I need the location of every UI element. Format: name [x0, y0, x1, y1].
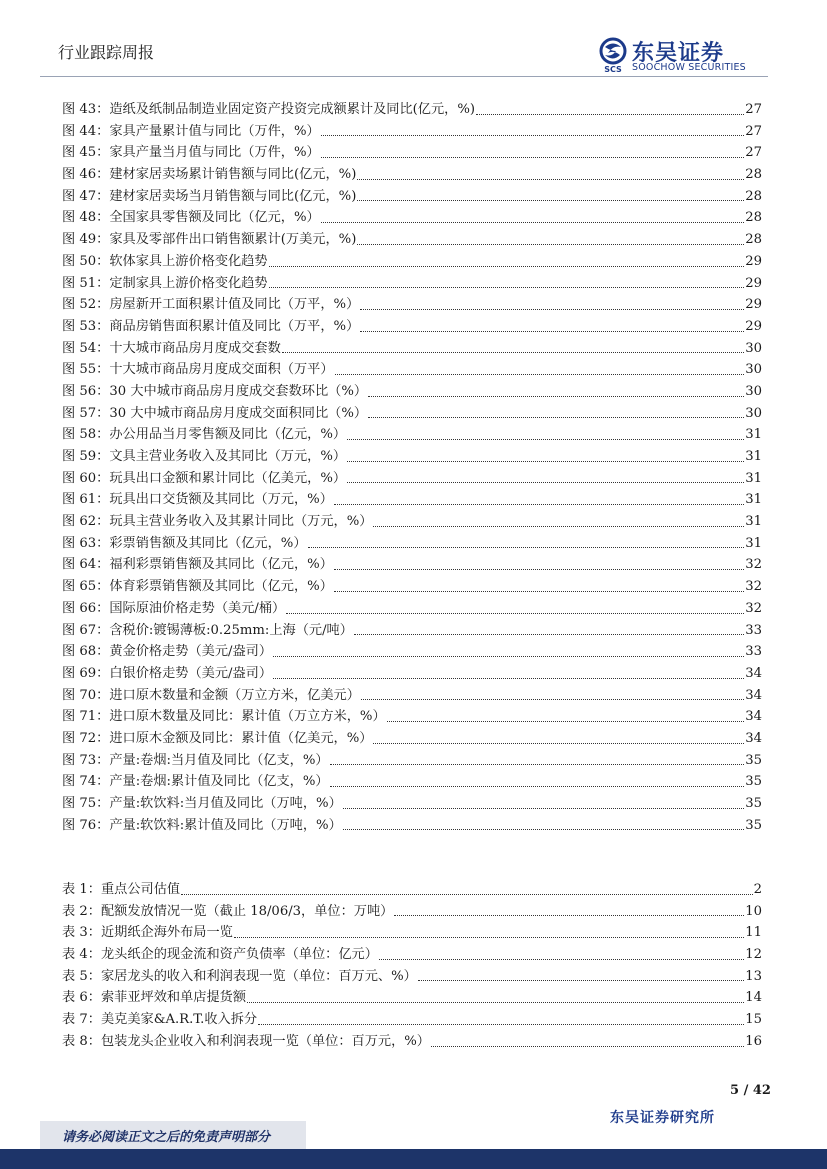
table-entry[interactable] [62, 987, 762, 1009]
disclaimer-text: 请务必阅读正文之后的免责声明部分 [62, 1130, 271, 1145]
figure-entry-label: 图 63：彩票销售额及其同比（亿元，%） [62, 535, 307, 551]
dot-leader [394, 915, 744, 916]
table-entry[interactable] [62, 1009, 762, 1031]
figure-entry-page: 31 [745, 470, 762, 486]
dot-leader [368, 417, 744, 418]
dot-leader [343, 829, 744, 830]
dot-leader [247, 1002, 744, 1003]
figure-entry-page: 34 [745, 665, 762, 681]
dot-leader [269, 266, 745, 267]
table-entry-label: 表 7：美克美家&A.R.T.收入拆分 [62, 1012, 258, 1028]
figure-entry-label: 图 61：玩具出口交货额及其同比（万元，%） [62, 492, 333, 508]
figure-entry[interactable] [62, 750, 762, 772]
dot-leader [361, 699, 744, 700]
figure-entry[interactable] [62, 121, 762, 143]
dot-leader [347, 461, 744, 462]
table-entry[interactable] [62, 922, 762, 944]
figure-entry-label: 图 49：家具及零部件出口销售额累计(万美元，%) [62, 232, 357, 248]
figure-entry-label: 图 45：家具产量当月值与同比（万件，%） [62, 145, 320, 161]
figure-entry-page: 30 [745, 405, 762, 421]
disclaimer-banner [40, 1121, 306, 1149]
figure-entry[interactable] [62, 251, 762, 273]
figure-entry-label: 图 68：黄金价格走势（美元/盎司） [62, 644, 273, 660]
logo-chinese: 东吴证券 [632, 41, 725, 66]
figure-entry[interactable] [62, 316, 762, 338]
figure-entry-page: 35 [745, 817, 762, 833]
figure-entry[interactable] [62, 468, 762, 490]
figure-entry-label: 图 54：十大城市商品房月度成交套数 [62, 340, 281, 356]
figure-entry-page: 34 [745, 709, 762, 725]
figure-entry-label: 图 59：文具主营业务收入及其同比（万元，%） [62, 449, 347, 464]
figure-entry-page: 29 [745, 253, 762, 269]
dot-leader [373, 526, 744, 527]
figure-entry-label: 图 50：软体家具上游价格变化趋势 [62, 253, 268, 269]
footer-organization: 东吴证券研究所 [610, 1110, 715, 1126]
figure-entry-label: 图 46：建材家居卖场累计销售额与同比(亿元，%) [62, 167, 357, 183]
figure-entry-page: 33 [745, 644, 762, 660]
figure-entry[interactable] [62, 728, 762, 750]
dot-leader [368, 396, 744, 397]
figure-entry[interactable] [62, 338, 762, 360]
dot-leader [234, 937, 744, 938]
figure-entry-page: 34 [745, 687, 762, 703]
table-entry-page: 16 [745, 1033, 762, 1049]
figure-entry-page: 31 [745, 427, 762, 443]
figure-entry-page: 30 [745, 362, 762, 378]
figure-entry-label: 图 47：建材家居卖场当月销售额与同比(亿元，%) [62, 188, 357, 204]
table-entry-label: 表 3：近期纸企海外布局一览 [62, 925, 233, 941]
figure-entry-page: 28 [745, 167, 762, 183]
figure-entry-page: 31 [745, 535, 762, 551]
figure-entry[interactable] [62, 771, 762, 793]
figure-entry-label: 图 75：产量:软饮料:当月值及同比（万吨，%） [62, 796, 342, 811]
figure-entry[interactable] [62, 489, 762, 511]
table-entry[interactable] [62, 1031, 762, 1053]
figure-entry[interactable] [62, 229, 762, 251]
figure-entry-label: 图 74：产量:卷烟:累计值及同比（亿支，%） [62, 774, 329, 790]
dot-leader [418, 980, 744, 981]
header-divider [40, 76, 768, 77]
figure-entry[interactable] [62, 294, 762, 316]
dot-leader [476, 114, 744, 115]
dot-leader [360, 309, 744, 310]
figure-entry[interactable] [62, 142, 762, 164]
figure-entry[interactable] [62, 663, 762, 685]
figure-entry-page: 34 [745, 730, 762, 746]
figure-entry-page: 30 [745, 383, 762, 399]
dot-leader [387, 721, 745, 722]
figure-entry[interactable] [62, 446, 762, 468]
figure-entry-label: 图 64：福利彩票销售额及其同比（亿元，%） [62, 557, 333, 573]
figure-entry-page: 29 [745, 297, 762, 313]
figure-entry-label: 图 65：体育彩票销售额及其同比（亿元，%） [62, 579, 333, 595]
figure-entry-page: 31 [745, 492, 762, 508]
header-title: 行业跟踪周报 [58, 43, 155, 62]
figure-entry-label: 图 52：房屋新开工面积累计值及同比（万平，%） [62, 297, 360, 313]
figure-entry[interactable] [62, 576, 762, 598]
figure-entry[interactable] [62, 424, 762, 446]
dot-leader [431, 1046, 744, 1047]
figure-entry-label: 图 72：进口原木金额及同比：累计值（亿美元，%） [62, 730, 373, 746]
dot-leader [334, 591, 744, 592]
figure-entry[interactable] [62, 207, 762, 229]
figure-entry[interactable] [62, 620, 762, 642]
figure-entry-label: 图 76：产量:软饮料:累计值及同比（万吨，%） [62, 817, 342, 833]
figure-entry-page: 28 [745, 210, 762, 226]
dot-leader [347, 482, 744, 483]
table-entry-page: 11 [745, 925, 762, 941]
figure-entry-page: 32 [745, 579, 762, 595]
figure-entry[interactable] [62, 685, 762, 707]
dot-leader [334, 569, 744, 570]
figure-entry-page: 27 [745, 145, 762, 161]
figure-entry[interactable] [62, 554, 762, 576]
company-logo [596, 36, 771, 76]
table-entry-page: 12 [745, 947, 762, 963]
figure-entry-label: 图 57：30 大中城市商品房月度成交面积同比（%） [62, 405, 368, 421]
table-entry-page: 2 [753, 882, 762, 897]
logo-mark-text: SCS [604, 65, 622, 74]
figure-entry[interactable] [62, 359, 762, 381]
table-entry-label: 表 2：配额发放情况一览（截止 18/06/3，单位：万吨） [62, 903, 394, 919]
table-entry-page: 10 [745, 903, 762, 919]
table-entry[interactable] [62, 901, 762, 923]
figure-entry-page: 35 [745, 796, 762, 811]
dot-leader [321, 157, 745, 158]
table-entry-page: 14 [745, 990, 762, 1006]
dot-leader [354, 634, 744, 635]
figure-entry-page: 28 [745, 188, 762, 204]
figure-entry-page: 32 [745, 600, 762, 616]
figure-entry-label: 图 70：进口原木数量和金额（万立方米，亿美元） [62, 687, 360, 703]
figure-list [62, 99, 762, 836]
table-entry-label: 表 4：龙头纸企的现金流和资产负债率（单位：亿元） [62, 947, 378, 963]
dot-leader [321, 222, 745, 223]
figure-entry[interactable] [62, 706, 762, 728]
figure-entry-page: 32 [745, 557, 762, 573]
dot-leader [282, 352, 744, 353]
figure-entry-label: 图 62：玩具主营业务收入及其累计同比（万元，%） [62, 514, 373, 530]
figure-entry-label: 图 66：国际原油价格走势（美元/桶） [62, 600, 286, 616]
figure-entry[interactable] [62, 641, 762, 663]
figure-entry[interactable] [62, 598, 762, 620]
figure-entry-page: 31 [745, 514, 762, 530]
figure-entry[interactable] [62, 381, 762, 403]
figure-entry[interactable] [62, 99, 762, 121]
figure-entry-page: 28 [745, 232, 762, 248]
dot-leader [330, 764, 745, 765]
logo-mark-icon [596, 36, 630, 74]
figure-entry-page: 35 [745, 774, 762, 790]
figure-entry-label: 图 53：商品房销售面积累计值及同比（万平，%） [62, 318, 360, 334]
figure-entry[interactable] [62, 164, 762, 186]
figure-entry[interactable] [62, 511, 762, 533]
table-entry[interactable] [62, 944, 762, 966]
figure-entry[interactable] [62, 403, 762, 425]
figure-entry-label: 图 48：全国家具零售额及同比（亿元，%） [62, 210, 320, 226]
figure-entry-page: 27 [745, 123, 762, 139]
figure-entry[interactable] [62, 793, 762, 815]
figure-entry[interactable] [62, 533, 762, 555]
dot-leader [334, 504, 744, 505]
table-entry-label: 表 6：索菲亚坪效和单店提货额 [62, 990, 247, 1006]
figure-entry-page: 27 [745, 102, 762, 117]
figure-entry[interactable] [62, 815, 762, 837]
dot-leader [286, 613, 744, 614]
dot-leader [258, 1024, 744, 1025]
figure-entry-label: 图 43：造纸及纸制品制造业固定资产投资完成额累计及同比(亿元，%) [62, 102, 476, 117]
table-entry-label: 表 5：家居龙头的收入和利润表现一览（单位：百万元、%） [62, 968, 417, 984]
dot-leader [330, 786, 745, 787]
figure-entry-label: 图 73：产量:卷烟:当月值及同比（亿支，%） [62, 752, 329, 768]
dot-leader [308, 547, 745, 548]
dot-leader [373, 743, 744, 744]
table-entry[interactable] [62, 966, 762, 988]
dot-leader [357, 179, 744, 180]
figure-entry-label: 图 44：家具产量累计值与同比（万件，%） [62, 123, 320, 139]
figure-entry[interactable] [62, 186, 762, 208]
figure-entry-page: 35 [745, 752, 762, 768]
page-number: 5 / 42 [730, 1083, 771, 1098]
dot-leader [343, 808, 744, 809]
dot-leader [269, 287, 745, 288]
table-entry-label: 表 1：重点公司估值 [62, 882, 181, 897]
dot-leader [347, 439, 744, 440]
figure-entry-label: 图 56：30 大中城市商品房月度成交套数环比（%） [62, 383, 368, 399]
figure-entry-page: 29 [745, 318, 762, 334]
table-list [62, 879, 762, 1053]
dot-leader [181, 894, 753, 895]
table-entry-page: 15 [745, 1012, 762, 1028]
dot-leader [357, 244, 744, 245]
figure-entry-page: 29 [745, 275, 762, 291]
table-entry-page: 13 [745, 968, 762, 984]
figure-entry-label: 图 67：含税价:镀锡薄板:0.25mm:上海（元/吨） [62, 622, 353, 638]
figure-entry-page: 30 [745, 340, 762, 356]
figure-entry-label: 图 58：办公用品当月零售额及同比（亿元，%） [62, 427, 347, 443]
table-entry-label: 表 8：包装龙头企业收入和利润表现一览（单位：百万元，%） [62, 1033, 430, 1049]
figure-entry-page: 33 [745, 622, 762, 638]
figure-entry-label: 图 71：进口原木数量及同比：累计值（万立方米，%） [62, 709, 386, 725]
footer-bar [0, 1149, 827, 1169]
dot-leader [357, 200, 744, 201]
figure-entry-label: 图 60：玩具出口金额和累计同比（亿美元，%） [62, 470, 347, 486]
dot-leader [379, 959, 744, 960]
dot-leader [273, 678, 744, 679]
logo-english: SOOCHOW SECURITIES [632, 62, 746, 73]
dot-leader [321, 135, 745, 136]
dot-leader [273, 656, 744, 657]
figure-entry-label: 图 69：白银价格走势（美元/盎司） [62, 665, 273, 681]
figure-entry[interactable] [62, 273, 762, 295]
dot-leader [335, 374, 745, 375]
figure-entry-page: 31 [745, 449, 762, 464]
dot-leader [360, 331, 744, 332]
table-entry[interactable] [62, 879, 762, 901]
figure-entry-label: 图 51：定制家具上游价格变化趋势 [62, 275, 268, 291]
figure-entry-label: 图 55：十大城市商品房月度成交面积（万平） [62, 362, 334, 378]
